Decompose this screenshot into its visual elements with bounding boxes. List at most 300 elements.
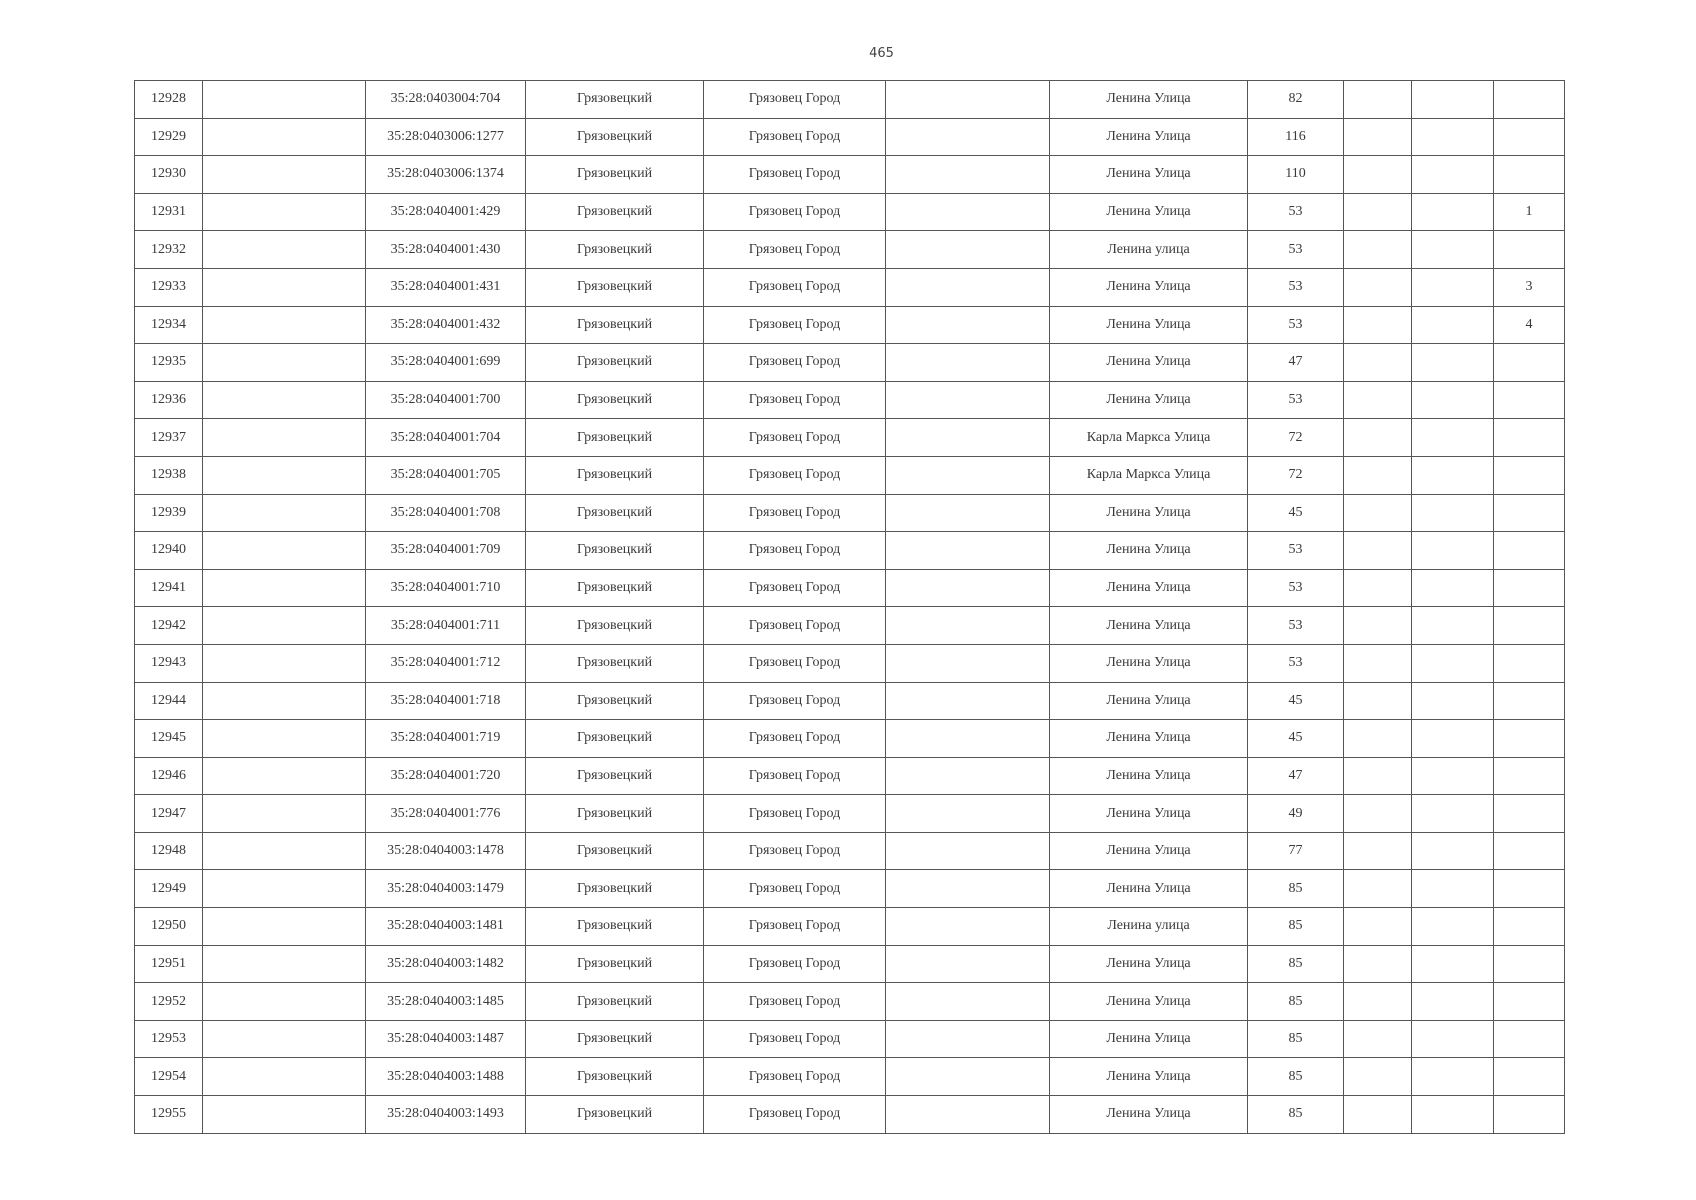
cell-empty [203, 344, 366, 382]
table-row [135, 908, 1565, 946]
page-number: 465 [869, 46, 894, 61]
cell-street: Ленина Улица [1050, 156, 1248, 194]
cell-empty [1344, 494, 1412, 532]
cell-record-number: 12945 [135, 720, 203, 758]
cell-apartment-number [1494, 644, 1565, 682]
cell-house-number: 53 [1248, 607, 1344, 645]
cell-cadastral-number: 35:28:0403004:704 [366, 81, 526, 119]
cell-empty [886, 720, 1050, 758]
cell-cadastral-number: 35:28:0404001:705 [366, 456, 526, 494]
cell-district: Грязовецкий [526, 720, 704, 758]
cell-record-number: 12935 [135, 344, 203, 382]
cell-street: Ленина Улица [1050, 1020, 1248, 1058]
cell-empty [1344, 832, 1412, 870]
cell-empty [886, 1096, 1050, 1134]
cell-empty [203, 983, 366, 1021]
cell-empty [886, 908, 1050, 946]
cell-empty [1412, 682, 1494, 720]
cell-empty [1344, 870, 1412, 908]
cell-apartment-number [1494, 870, 1565, 908]
cell-house-number: 110 [1248, 156, 1344, 194]
cell-empty [886, 832, 1050, 870]
table-row [135, 795, 1565, 833]
cell-empty [1344, 381, 1412, 419]
cell-district: Грязовецкий [526, 381, 704, 419]
cell-apartment-number [1494, 832, 1565, 870]
cell-house-number: 53 [1248, 193, 1344, 231]
table-row [135, 81, 1565, 119]
cell-district: Грязовецкий [526, 1096, 704, 1134]
cell-empty [886, 945, 1050, 983]
cell-empty [886, 532, 1050, 570]
cell-house-number: 53 [1248, 569, 1344, 607]
cell-cadastral-number: 35:28:0404001:710 [366, 569, 526, 607]
cell-district: Грязовецкий [526, 1058, 704, 1096]
table-row [135, 644, 1565, 682]
cell-house-number: 85 [1248, 945, 1344, 983]
cell-empty [1412, 81, 1494, 119]
cell-city: Грязовец Город [704, 682, 886, 720]
cell-street: Ленина Улица [1050, 644, 1248, 682]
cell-record-number: 12934 [135, 306, 203, 344]
cell-street: Ленина Улица [1050, 193, 1248, 231]
cell-city: Грязовец Город [704, 231, 886, 269]
cell-empty [1412, 494, 1494, 532]
cell-empty [886, 983, 1050, 1021]
cell-empty [886, 193, 1050, 231]
table-row [135, 569, 1565, 607]
cell-empty [1344, 607, 1412, 645]
table-row [135, 757, 1565, 795]
cell-apartment-number [1494, 607, 1565, 645]
table-row [135, 494, 1565, 532]
table-row [135, 607, 1565, 645]
cell-cadastral-number: 35:28:0404001:430 [366, 231, 526, 269]
cell-empty [203, 156, 366, 194]
cell-apartment-number [1494, 682, 1565, 720]
cell-empty [203, 908, 366, 946]
cell-street: Ленина Улица [1050, 1058, 1248, 1096]
cell-empty [1412, 532, 1494, 570]
cell-empty [203, 945, 366, 983]
cell-district: Грязовецкий [526, 193, 704, 231]
cell-apartment-number [1494, 908, 1565, 946]
cell-cadastral-number: 35:28:0404003:1493 [366, 1096, 526, 1134]
cell-apartment-number [1494, 720, 1565, 758]
cell-house-number: 85 [1248, 1058, 1344, 1096]
cell-district: Грязовецкий [526, 156, 704, 194]
cell-district: Грязовецкий [526, 118, 704, 156]
cell-street: Ленина Улица [1050, 81, 1248, 119]
cell-city: Грязовец Город [704, 1096, 886, 1134]
cell-district: Грязовецкий [526, 945, 704, 983]
cell-empty [886, 607, 1050, 645]
cell-street: Ленина Улица [1050, 870, 1248, 908]
cell-street: Ленина Улица [1050, 268, 1248, 306]
cell-cadastral-number: 35:28:0404001:708 [366, 494, 526, 532]
cell-empty [1344, 156, 1412, 194]
cell-cadastral-number: 35:28:0404001:719 [366, 720, 526, 758]
cell-empty [1412, 795, 1494, 833]
cell-city: Грязовец Город [704, 720, 886, 758]
cell-apartment-number: 1 [1494, 193, 1565, 231]
cell-empty [886, 1020, 1050, 1058]
cell-city: Грязовец Город [704, 945, 886, 983]
table-row [135, 419, 1565, 457]
cell-empty [1344, 193, 1412, 231]
cell-street: Ленина Улица [1050, 720, 1248, 758]
cell-empty [886, 1058, 1050, 1096]
cell-empty [1344, 231, 1412, 269]
cell-cadastral-number: 35:28:0404001:699 [366, 344, 526, 382]
cell-apartment-number [1494, 231, 1565, 269]
cell-city: Грязовец Город [704, 118, 886, 156]
cell-empty [203, 419, 366, 457]
cell-district: Грязовецкий [526, 1020, 704, 1058]
cell-street: Ленина улица [1050, 231, 1248, 269]
cell-empty [886, 456, 1050, 494]
cell-district: Грязовецкий [526, 832, 704, 870]
table-row [135, 231, 1565, 269]
cell-apartment-number [1494, 1096, 1565, 1134]
cell-empty [1412, 644, 1494, 682]
cell-house-number: 45 [1248, 494, 1344, 532]
cell-district: Грязовецкий [526, 983, 704, 1021]
cell-record-number: 12952 [135, 983, 203, 1021]
cell-city: Грязовец Город [704, 757, 886, 795]
cell-empty [203, 306, 366, 344]
cell-empty [1412, 983, 1494, 1021]
cell-record-number: 12936 [135, 381, 203, 419]
cell-empty [203, 231, 366, 269]
cell-house-number: 82 [1248, 81, 1344, 119]
cell-city: Грязовец Город [704, 644, 886, 682]
cell-empty [1412, 231, 1494, 269]
cell-district: Грязовецкий [526, 682, 704, 720]
cell-street: Карла Маркса Улица [1050, 456, 1248, 494]
cell-apartment-number [1494, 569, 1565, 607]
cell-empty [1412, 945, 1494, 983]
cell-street: Ленина Улица [1050, 494, 1248, 532]
cell-apartment-number [1494, 795, 1565, 833]
cell-apartment-number [1494, 983, 1565, 1021]
cell-district: Грязовецкий [526, 456, 704, 494]
cell-empty [1344, 81, 1412, 119]
cell-record-number: 12933 [135, 268, 203, 306]
table-row [135, 1096, 1565, 1134]
cell-district: Грязовецкий [526, 231, 704, 269]
cell-city: Грязовец Город [704, 532, 886, 570]
cell-cadastral-number: 35:28:0404001:709 [366, 532, 526, 570]
cell-district: Грязовецкий [526, 795, 704, 833]
cell-empty [1344, 569, 1412, 607]
cell-empty [886, 419, 1050, 457]
cell-city: Грязовец Город [704, 795, 886, 833]
cell-house-number: 45 [1248, 682, 1344, 720]
cell-record-number: 12951 [135, 945, 203, 983]
cell-record-number: 12942 [135, 607, 203, 645]
cell-street: Ленина Улица [1050, 1096, 1248, 1134]
cell-cadastral-number: 35:28:0403006:1374 [366, 156, 526, 194]
cell-city: Грязовец Город [704, 419, 886, 457]
cell-empty [1412, 870, 1494, 908]
cell-record-number: 12955 [135, 1096, 203, 1134]
cell-record-number: 12930 [135, 156, 203, 194]
cell-empty [203, 795, 366, 833]
cell-city: Грязовец Город [704, 268, 886, 306]
cell-city: Грязовец Город [704, 456, 886, 494]
cell-cadastral-number: 35:28:0404001:700 [366, 381, 526, 419]
cell-city: Грязовец Город [704, 1020, 886, 1058]
table-row [135, 983, 1565, 1021]
cell-city: Грязовец Город [704, 494, 886, 532]
cell-empty [203, 870, 366, 908]
cell-record-number: 12939 [135, 494, 203, 532]
cell-house-number: 53 [1248, 231, 1344, 269]
cell-district: Грязовецкий [526, 870, 704, 908]
cell-empty [1344, 1058, 1412, 1096]
cell-cadastral-number: 35:28:0404003:1485 [366, 983, 526, 1021]
cell-empty [886, 81, 1050, 119]
cell-empty [1412, 419, 1494, 457]
cell-apartment-number: 4 [1494, 306, 1565, 344]
cell-cadastral-number: 35:28:0404001:718 [366, 682, 526, 720]
cell-empty [1412, 118, 1494, 156]
cell-empty [1412, 908, 1494, 946]
cell-city: Грязовец Город [704, 607, 886, 645]
cell-empty [203, 569, 366, 607]
cell-district: Грязовецкий [526, 419, 704, 457]
cell-empty [203, 118, 366, 156]
cell-record-number: 12940 [135, 532, 203, 570]
cell-empty [203, 456, 366, 494]
cell-cadastral-number: 35:28:0404001:720 [366, 757, 526, 795]
cell-district: Грязовецкий [526, 908, 704, 946]
table-row [135, 306, 1565, 344]
cell-empty [1344, 644, 1412, 682]
cell-apartment-number [1494, 344, 1565, 382]
table-row [135, 1058, 1565, 1096]
cell-apartment-number [1494, 532, 1565, 570]
cell-street: Ленина Улица [1050, 983, 1248, 1021]
registry-table [134, 80, 1565, 1134]
cell-empty [1412, 1058, 1494, 1096]
cell-district: Грязовецкий [526, 532, 704, 570]
cell-house-number: 53 [1248, 381, 1344, 419]
cell-empty [203, 1096, 366, 1134]
cell-empty [1412, 720, 1494, 758]
cell-cadastral-number: 35:28:0404003:1478 [366, 832, 526, 870]
cell-house-number: 53 [1248, 306, 1344, 344]
cell-street: Ленина Улица [1050, 532, 1248, 570]
cell-cadastral-number: 35:28:0404001:429 [366, 193, 526, 231]
cell-city: Грязовец Город [704, 306, 886, 344]
cell-apartment-number [1494, 81, 1565, 119]
cell-street: Ленина Улица [1050, 682, 1248, 720]
cell-empty [1412, 193, 1494, 231]
cell-street: Ленина Улица [1050, 118, 1248, 156]
cell-empty [1344, 908, 1412, 946]
cell-empty [886, 757, 1050, 795]
cell-cadastral-number: 35:28:0404001:711 [366, 607, 526, 645]
cell-district: Грязовецкий [526, 81, 704, 119]
cell-apartment-number [1494, 419, 1565, 457]
cell-house-number: 85 [1248, 983, 1344, 1021]
cell-district: Грязовецкий [526, 757, 704, 795]
cell-district: Грязовецкий [526, 644, 704, 682]
cell-cadastral-number: 35:28:0404003:1481 [366, 908, 526, 946]
cell-house-number: 53 [1248, 268, 1344, 306]
cell-apartment-number [1494, 757, 1565, 795]
cell-city: Грязовец Город [704, 983, 886, 1021]
cell-empty [1412, 268, 1494, 306]
cell-empty [1344, 1020, 1412, 1058]
cell-record-number: 12944 [135, 682, 203, 720]
cell-street: Карла Маркса Улица [1050, 419, 1248, 457]
cell-street: Ленина Улица [1050, 569, 1248, 607]
cell-record-number: 12929 [135, 118, 203, 156]
cell-record-number: 12943 [135, 644, 203, 682]
cell-city: Грязовец Город [704, 81, 886, 119]
cell-empty [1412, 569, 1494, 607]
cell-cadastral-number: 35:28:0404003:1479 [366, 870, 526, 908]
cell-street: Ленина Улица [1050, 381, 1248, 419]
cell-empty [203, 644, 366, 682]
cell-empty [203, 1020, 366, 1058]
cell-empty [1344, 795, 1412, 833]
cell-empty [1412, 344, 1494, 382]
cell-street: Ленина Улица [1050, 757, 1248, 795]
cell-house-number: 85 [1248, 1096, 1344, 1134]
cell-record-number: 12946 [135, 757, 203, 795]
cell-empty [1344, 1096, 1412, 1134]
cell-empty [1344, 983, 1412, 1021]
cell-record-number: 12949 [135, 870, 203, 908]
cell-house-number: 85 [1248, 1020, 1344, 1058]
cell-empty [1412, 832, 1494, 870]
cell-empty [203, 81, 366, 119]
cell-empty [886, 268, 1050, 306]
cell-street: Ленина Улица [1050, 306, 1248, 344]
cell-empty [203, 381, 366, 419]
cell-record-number: 12954 [135, 1058, 203, 1096]
cell-empty [1412, 1020, 1494, 1058]
cell-empty [203, 532, 366, 570]
cell-street: Ленина Улица [1050, 945, 1248, 983]
cell-house-number: 49 [1248, 795, 1344, 833]
cell-city: Грязовец Город [704, 870, 886, 908]
cell-house-number: 72 [1248, 456, 1344, 494]
cell-empty [1344, 945, 1412, 983]
table-row [135, 870, 1565, 908]
table-row [135, 945, 1565, 983]
cell-city: Грязовец Город [704, 344, 886, 382]
cell-cadastral-number: 35:28:0404001:704 [366, 419, 526, 457]
cell-house-number: 53 [1248, 644, 1344, 682]
table-row [135, 381, 1565, 419]
cell-empty [203, 682, 366, 720]
cell-apartment-number [1494, 456, 1565, 494]
cell-street: Ленина Улица [1050, 344, 1248, 382]
cell-empty [886, 381, 1050, 419]
cell-apartment-number [1494, 945, 1565, 983]
cell-cadastral-number: 35:28:0404003:1482 [366, 945, 526, 983]
cell-empty [886, 118, 1050, 156]
cell-apartment-number [1494, 381, 1565, 419]
cell-street: Ленина Улица [1050, 607, 1248, 645]
cell-house-number: 72 [1248, 419, 1344, 457]
cell-empty [886, 795, 1050, 833]
cell-apartment-number [1494, 1058, 1565, 1096]
cell-house-number: 45 [1248, 720, 1344, 758]
cell-house-number: 77 [1248, 832, 1344, 870]
cell-house-number: 116 [1248, 118, 1344, 156]
table-row [135, 532, 1565, 570]
cell-empty [1344, 306, 1412, 344]
cell-house-number: 53 [1248, 532, 1344, 570]
cell-street: Ленина улица [1050, 908, 1248, 946]
cell-city: Грязовец Город [704, 156, 886, 194]
cell-record-number: 12950 [135, 908, 203, 946]
cell-empty [1412, 607, 1494, 645]
cell-record-number: 12932 [135, 231, 203, 269]
cell-cadastral-number: 35:28:0403006:1277 [366, 118, 526, 156]
table-row [135, 682, 1565, 720]
cell-apartment-number: 3 [1494, 268, 1565, 306]
cell-empty [1344, 419, 1412, 457]
cell-empty [886, 344, 1050, 382]
cell-cadastral-number: 35:28:0404001:431 [366, 268, 526, 306]
cell-city: Грязовец Город [704, 832, 886, 870]
cell-district: Грязовецкий [526, 268, 704, 306]
cell-cadastral-number: 35:28:0404003:1487 [366, 1020, 526, 1058]
cell-empty [1412, 306, 1494, 344]
cell-empty [203, 494, 366, 532]
table-row [135, 268, 1565, 306]
table-row [135, 456, 1565, 494]
cell-empty [203, 268, 366, 306]
cell-district: Грязовецкий [526, 607, 704, 645]
cell-record-number: 12947 [135, 795, 203, 833]
cell-empty [886, 682, 1050, 720]
cell-cadastral-number: 35:28:0404001:712 [366, 644, 526, 682]
table-row [135, 156, 1565, 194]
cell-district: Грязовецкий [526, 569, 704, 607]
cell-record-number: 12937 [135, 419, 203, 457]
cell-house-number: 85 [1248, 908, 1344, 946]
cell-record-number: 12948 [135, 832, 203, 870]
cell-empty [886, 494, 1050, 532]
cell-empty [1412, 1096, 1494, 1134]
cell-cadastral-number: 35:28:0404003:1488 [366, 1058, 526, 1096]
cell-empty [886, 644, 1050, 682]
cell-empty [1412, 456, 1494, 494]
table-row [135, 344, 1565, 382]
cell-empty [1412, 381, 1494, 419]
cell-city: Грязовец Город [704, 193, 886, 231]
cell-empty [1344, 720, 1412, 758]
table-row [135, 720, 1565, 758]
cell-empty [203, 720, 366, 758]
cell-empty [203, 607, 366, 645]
cell-district: Грязовецкий [526, 306, 704, 344]
cell-record-number: 12931 [135, 193, 203, 231]
cell-street: Ленина Улица [1050, 832, 1248, 870]
cell-empty [203, 1058, 366, 1096]
table-row [135, 118, 1565, 156]
cell-district: Грязовецкий [526, 344, 704, 382]
cell-empty [886, 870, 1050, 908]
